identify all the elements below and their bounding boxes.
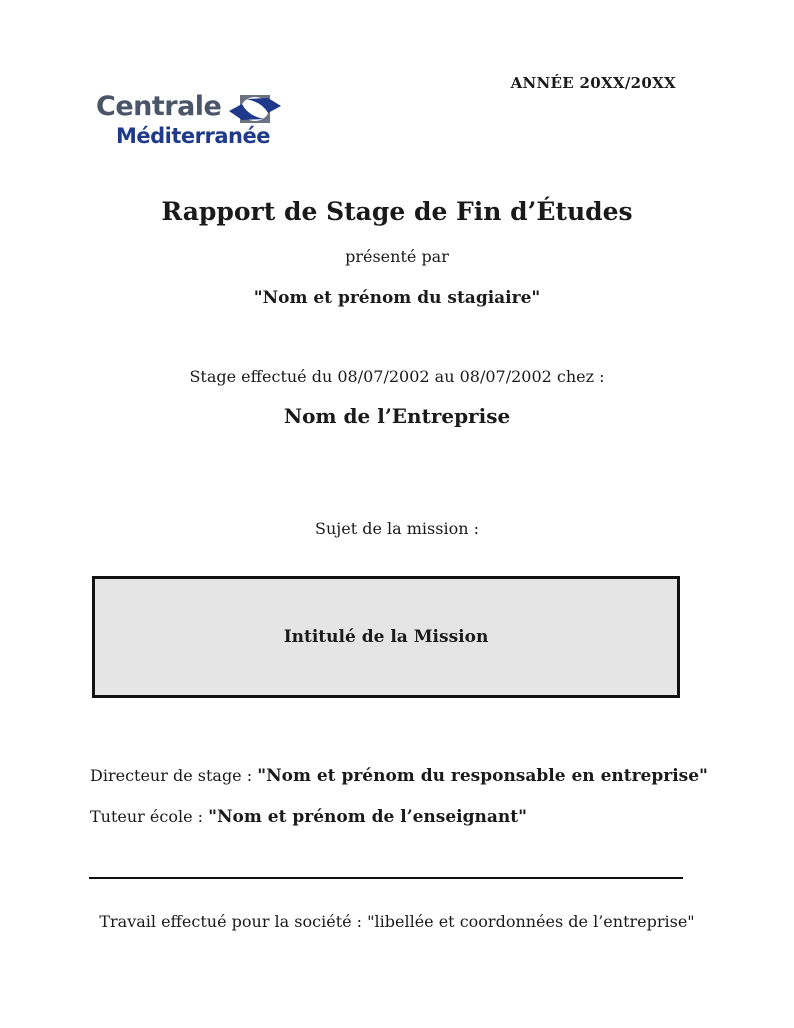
mission-title: Intitulé de la Mission — [283, 627, 489, 647]
academic-year: ANNÉE 20XX/20XX — [510, 74, 676, 92]
tutor-line — [90, 807, 527, 827]
document-title: Rapport de Stage de Fin d’Études — [161, 197, 633, 226]
subject-label: Sujet de la mission : — [315, 519, 479, 538]
logo-text-centrale: Centrale — [96, 91, 222, 122]
school-logo — [96, 92, 286, 156]
company-name: Nom de l’Entreprise — [283, 404, 511, 428]
horizontal-divider — [89, 877, 683, 879]
director-label: Directeur de stage : — [90, 766, 258, 785]
presented-by-label: présenté par — [345, 247, 449, 266]
director-name: "Nom et prénom du responsable en entreprise" — [257, 766, 708, 786]
tutor-name: "Nom et prénom de l’enseignant" — [208, 807, 527, 827]
footer-company-info: Travail effectué pour la société : "libellée et coordonnées de l’entreprise" — [99, 912, 695, 931]
logo-mark-icon — [228, 94, 282, 124]
internship-period: Stage effectué du 08/07/2002 au 08/07/2002 chez : — [189, 367, 605, 386]
student-name: "Nom et prénom du stagiaire" — [253, 288, 541, 308]
mission-box — [92, 576, 680, 698]
director-line — [90, 766, 708, 786]
logo-text-mediterranee: Méditerranée — [116, 124, 270, 148]
tutor-label: Tuteur école : — [90, 807, 209, 826]
